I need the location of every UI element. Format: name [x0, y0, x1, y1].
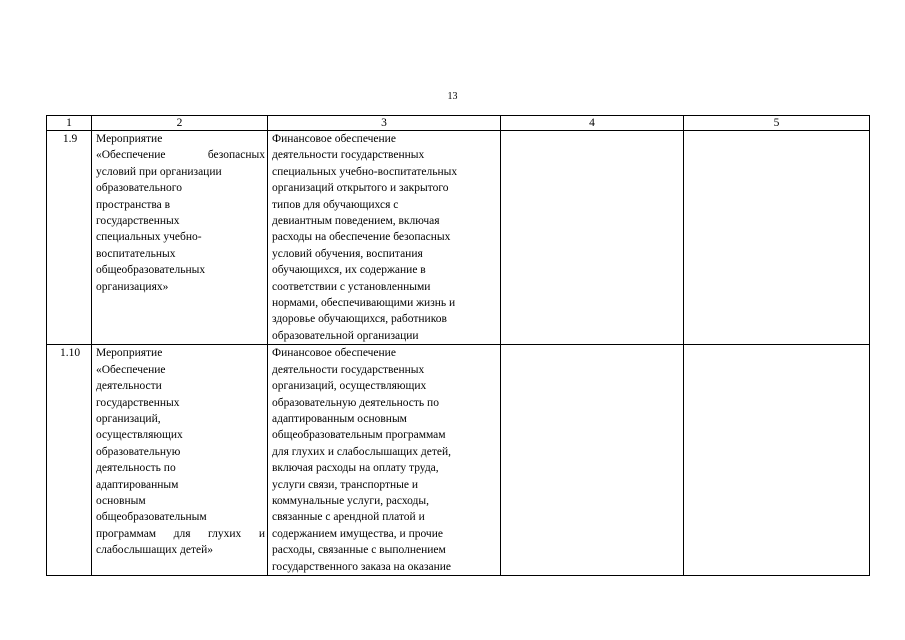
text-line: общеобразовательным	[96, 511, 207, 524]
text-line: «Обеспечение	[96, 363, 166, 376]
text-line: типов для обучающихся с	[272, 198, 399, 211]
text-line: пространства в	[96, 198, 171, 211]
text-line: Мероприятие	[96, 133, 163, 145]
text-line: включая расходы на оплату труда,	[272, 462, 439, 475]
header-col-1: 1	[47, 116, 92, 131]
empty-cell-col-5	[684, 345, 870, 576]
measure-description-cell	[268, 131, 501, 345]
text-line: расходы на обеспечение безопасных	[272, 231, 451, 244]
text-line: общеобразовательным программам	[272, 429, 446, 442]
text-line: Финансовое обеспечение	[272, 347, 396, 360]
text-line: организаций, осуществляющих	[272, 380, 427, 393]
text-line: соответствии с установленными	[272, 280, 431, 293]
measure-description-cell	[268, 345, 501, 576]
measure-name-cell	[92, 131, 268, 345]
text-line: содержанием имущества, и прочие	[272, 527, 443, 540]
table-header-row	[47, 116, 870, 131]
text-line: образовательную деятельность по	[272, 396, 439, 409]
text-line: слабослышащих детей»	[96, 544, 213, 557]
text-line: образовательного	[96, 182, 182, 195]
header-col-3: 3	[268, 116, 501, 131]
text-line: коммунальные услуги, расходы,	[272, 494, 429, 507]
text-line: расходы, связанные с выполнением	[272, 544, 446, 557]
table-row	[47, 131, 870, 345]
text-line: государственных	[96, 215, 180, 228]
text-line: здоровье обучающихся, работников	[272, 313, 447, 326]
text-line: осуществляющих	[96, 429, 183, 442]
text-line: адаптированным	[96, 478, 179, 491]
text-line: услуги связи, транспортные и	[272, 478, 419, 491]
header-col-4: 4	[501, 116, 684, 131]
empty-cell-col-5	[684, 131, 870, 345]
empty-cell-col-4	[501, 345, 684, 576]
text-line: девиантным поведением, включая	[272, 215, 440, 228]
text-line: деятельности государственных	[272, 363, 425, 376]
text-line: для глухих и слабослышащих детей,	[272, 445, 452, 458]
text-line: «Обеспечение безопасных	[96, 149, 265, 162]
measures-table	[46, 115, 870, 576]
text-line: адаптированным основным	[272, 412, 407, 425]
text-line: государственного заказа на оказание	[272, 560, 452, 573]
text-line: организаций,	[96, 412, 161, 425]
text-line: деятельности государственных	[272, 149, 425, 162]
text-line: нормами, обеспечивающими жизнь и	[272, 297, 456, 310]
header-col-5: 5	[684, 116, 870, 131]
text-line: связанные с арендной платой и	[272, 511, 425, 524]
text-line: образовательной организации	[272, 329, 419, 342]
text-line: специальных учебно-	[96, 231, 202, 244]
text-line: государственных	[96, 396, 180, 409]
text-line: условий обучения, воспитания	[272, 247, 423, 260]
text-line: организациях»	[96, 280, 169, 293]
text-line: деятельность по	[96, 462, 176, 475]
text-line: условий при организации	[96, 165, 222, 178]
text-line: Мероприятие	[96, 347, 163, 360]
empty-cell-col-4	[501, 131, 684, 345]
table-row	[47, 345, 870, 576]
text-line: общеобразовательных	[96, 264, 206, 277]
text-line: Финансовое обеспечение	[272, 133, 396, 145]
text-line: организаций открытого и закрытого	[272, 182, 449, 195]
text-line: воспитательных	[96, 247, 176, 260]
header-col-2: 2	[92, 116, 268, 131]
text-line: специальных учебно-воспитательных	[272, 165, 458, 178]
text-line: образовательную	[96, 445, 181, 458]
page-number: 13	[447, 91, 458, 102]
row-number: 1.10	[47, 345, 92, 576]
text-line: программам для глухих и	[96, 527, 265, 540]
measure-name-cell	[92, 345, 268, 576]
text-line: деятельности	[96, 380, 162, 393]
text-line: обучающихся, их содержание в	[272, 264, 426, 277]
text-line: основным	[96, 494, 146, 507]
row-number: 1.9	[47, 131, 92, 345]
